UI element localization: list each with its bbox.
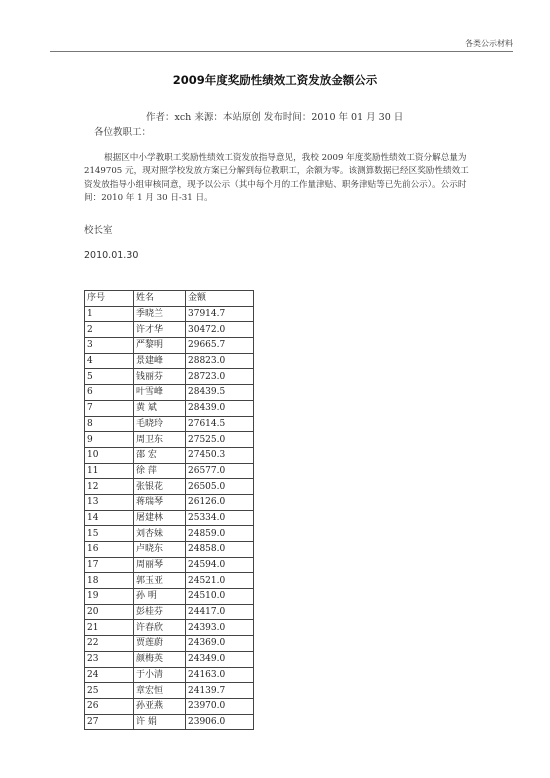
name-cell: 彭桂芬	[134, 604, 186, 620]
amount-cell: 26577.0	[186, 463, 254, 479]
table-row	[85, 557, 254, 573]
name-cell: 景建峰	[134, 353, 186, 369]
name-cell: 孙 明	[134, 589, 186, 605]
table-row	[85, 432, 254, 448]
index-cell: 22	[85, 636, 134, 652]
name-cell: 刘杏妹	[134, 526, 186, 542]
table-row	[85, 463, 254, 479]
table-row	[85, 479, 254, 495]
amount-cell: 24163.0	[186, 667, 254, 683]
name-cell: 许才华	[134, 322, 186, 338]
header-label: 各类公示材料	[465, 39, 513, 48]
amount-cell: 29665.7	[186, 338, 254, 354]
index-cell: 5	[85, 369, 134, 385]
amount-cell: 23906.0	[186, 714, 254, 730]
index-cell: 18	[85, 573, 134, 589]
signature: 校长室	[84, 225, 113, 236]
table-row	[85, 604, 254, 620]
table-row	[85, 447, 254, 463]
table-row	[85, 573, 254, 589]
index-cell: 27	[85, 714, 134, 730]
index-cell: 17	[85, 557, 134, 573]
index-cell: 10	[85, 447, 134, 463]
name-cell: 章宏恒	[134, 683, 186, 699]
index-cell: 7	[85, 400, 134, 416]
table-row	[85, 542, 254, 558]
table-row	[85, 620, 254, 636]
table-row	[85, 667, 254, 683]
name-cell: 钱丽芬	[134, 369, 186, 385]
table-row	[85, 683, 254, 699]
amount-cell: 24594.0	[186, 557, 254, 573]
table-row	[85, 416, 254, 432]
amount-cell: 28823.0	[186, 353, 254, 369]
name-cell: 颜梅英	[134, 651, 186, 667]
index-cell: 4	[85, 353, 134, 369]
table-row	[85, 369, 254, 385]
amount-cell: 27614.5	[186, 416, 254, 432]
table-row	[85, 353, 254, 369]
amount-cell: 24417.0	[186, 604, 254, 620]
header-cell-amount: 金额	[186, 291, 254, 307]
header-cell-index: 序号	[85, 291, 134, 307]
table-header-row	[85, 291, 254, 307]
index-cell: 21	[85, 620, 134, 636]
index-cell: 23	[85, 651, 134, 667]
amount-cell: 37914.7	[186, 306, 254, 322]
name-cell: 屠建林	[134, 510, 186, 526]
name-cell: 于小清	[134, 667, 186, 683]
amount-cell: 24521.0	[186, 573, 254, 589]
amount-cell: 24510.0	[186, 589, 254, 605]
index-cell: 19	[85, 589, 134, 605]
index-cell: 16	[85, 542, 134, 558]
table-row	[85, 306, 254, 322]
name-cell: 邵 宏	[134, 447, 186, 463]
amount-cell: 27525.0	[186, 432, 254, 448]
table-row	[85, 385, 254, 401]
name-cell: 毛晓玲	[134, 416, 186, 432]
index-cell: 12	[85, 479, 134, 495]
amount-cell: 28439.0	[186, 400, 254, 416]
name-cell: 严黎明	[134, 338, 186, 354]
table-row	[85, 510, 254, 526]
table-row	[85, 714, 254, 730]
table-row	[85, 322, 254, 338]
document-title: 2009年度奖励性绩效工资发放金额公示	[172, 73, 378, 87]
amount-cell: 24349.0	[186, 651, 254, 667]
table-row	[85, 698, 254, 714]
signature-date: 2010.01.30	[84, 250, 139, 261]
index-cell: 14	[85, 510, 134, 526]
name-cell: 贾莲蔚	[134, 636, 186, 652]
index-cell: 1	[85, 306, 134, 322]
name-cell: 郭玉亚	[134, 573, 186, 589]
table-row	[85, 400, 254, 416]
name-cell: 季晓兰	[134, 306, 186, 322]
article-meta: 作者：xch 来源：本站原创 发布时间：2010 年 01 月 30 日	[146, 112, 404, 123]
index-cell: 13	[85, 494, 134, 510]
header-rule	[50, 51, 513, 52]
table-row	[85, 338, 254, 354]
header-cell-name: 姓名	[134, 291, 186, 307]
amount-cell: 28723.0	[186, 369, 254, 385]
name-cell: 蒋瑞琴	[134, 494, 186, 510]
amount-cell: 28439.5	[186, 385, 254, 401]
index-cell: 15	[85, 526, 134, 542]
name-cell: 叶雪峰	[134, 385, 186, 401]
name-cell: 黄 斌	[134, 400, 186, 416]
amount-cell: 23970.0	[186, 698, 254, 714]
amount-cell: 27450.3	[186, 447, 254, 463]
name-cell: 许 娟	[134, 714, 186, 730]
table-row	[85, 526, 254, 542]
amount-cell: 26505.0	[186, 479, 254, 495]
index-cell: 26	[85, 698, 134, 714]
name-cell: 卢晓东	[134, 542, 186, 558]
index-cell: 6	[85, 385, 134, 401]
index-cell: 25	[85, 683, 134, 699]
greeting: 各位教职工：	[94, 127, 152, 138]
amount-cell: 24369.0	[186, 636, 254, 652]
table-row	[85, 651, 254, 667]
table-row	[85, 494, 254, 510]
table-row	[85, 589, 254, 605]
name-cell: 周卫东	[134, 432, 186, 448]
amount-cell: 30472.0	[186, 322, 254, 338]
amount-cell: 24859.0	[186, 526, 254, 542]
index-cell: 8	[85, 416, 134, 432]
index-cell: 2	[85, 322, 134, 338]
index-cell: 11	[85, 463, 134, 479]
index-cell: 3	[85, 338, 134, 354]
index-cell: 24	[85, 667, 134, 683]
index-cell: 9	[85, 432, 134, 448]
index-cell: 20	[85, 604, 134, 620]
amount-cell: 25334.0	[186, 510, 254, 526]
amount-cell: 24393.0	[186, 620, 254, 636]
name-cell: 徐 萍	[134, 463, 186, 479]
amount-cell: 24139.7	[186, 683, 254, 699]
name-cell: 张银花	[134, 479, 186, 495]
bonus-table	[84, 290, 254, 730]
amount-cell: 26126.0	[186, 494, 254, 510]
name-cell: 许春欣	[134, 620, 186, 636]
body-paragraph: 根据区中小学教职工奖励性绩效工资发放指导意见，我校 2009 年度奖励性绩效工资分解总量为 2149705 元，现对照学校发放方案已分解到每位教职工，余额为零。该测算数据已经区奖励性绩效工资发放指导小组审核同意，现予以公示（其中每个月的工作量津贴、职务津贴等已先前公示）。公示时间：2010 年 1 月 30 日-31 日。	[84, 153, 469, 203]
name-cell: 周丽琴	[134, 557, 186, 573]
amount-cell: 24858.0	[186, 542, 254, 558]
table-row	[85, 636, 254, 652]
name-cell: 孙亚燕	[134, 698, 186, 714]
